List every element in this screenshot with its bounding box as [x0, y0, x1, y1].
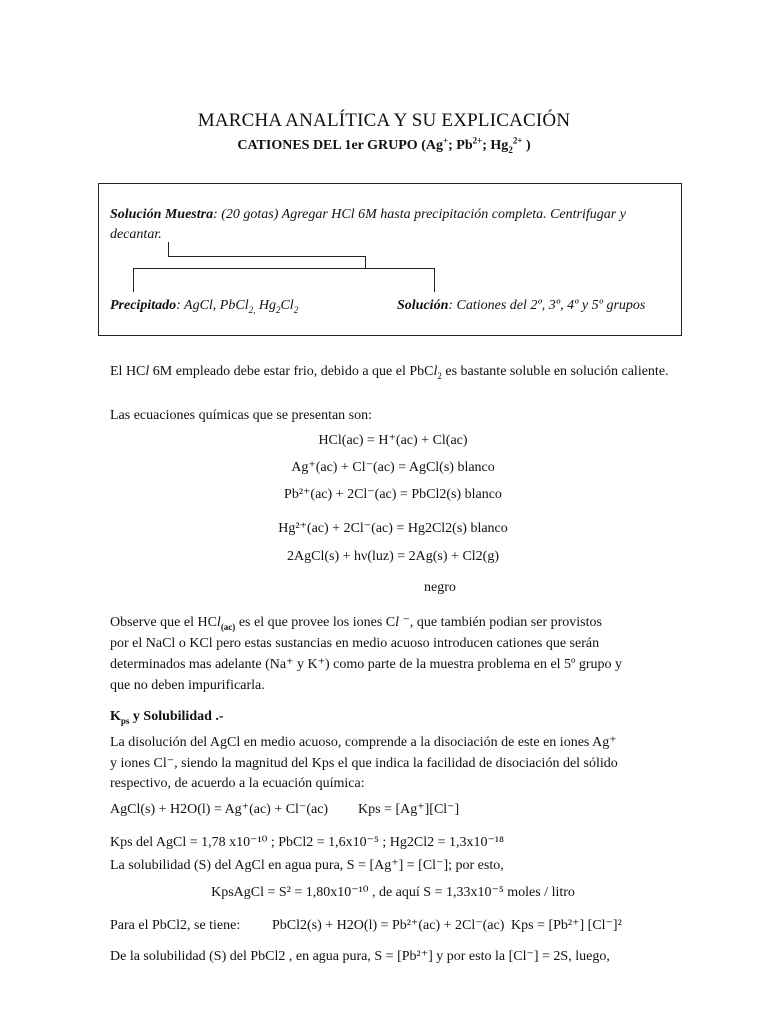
- section-heading-kps: $K_{ps}$ y Solubilidad .-: [110, 709, 224, 726]
- bracket-line: [133, 268, 435, 269]
- solubility-pbcl2: De la solubilidad (S) del PbCl2 , en agua pura, S = [Pb²⁺] y por esto la [Cl⁻] = 2S, luego,: [110, 949, 610, 964]
- page-title: MARCHA ANALÍTICA Y SU EXPLICACIÓN: [197, 110, 571, 131]
- paragraph-cold-hcl: El HCl 6M empleado debe estar frio, debido a que el PbCl$_2$ es bastante soluble en solución caliente.: [110, 364, 669, 381]
- pbcl2-intro: Para el PbCl2, se tiene:: [110, 918, 241, 933]
- page-subtitle: CATIONES DEL 1er GRUPO (Ag+; $Pb^{2+}$; $Hg_2^{2+}$ ): [237, 135, 531, 155]
- equation-light: 2AgCl(s) + hν(luz) = 2Ag(s) + Cl2(g): [287, 549, 499, 564]
- equation-pbcl2: Pb²⁺(ac) + 2Cl⁻(ac) = PbCl2(s) blanco: [284, 487, 502, 502]
- bracket-line: [168, 256, 366, 257]
- equation-agcl: Ag⁺(ac) + Cl⁻(ac) = AgCl(s) blanco: [291, 460, 495, 475]
- equation-agcl-kps: Kps = [Ag⁺][Cl⁻]: [358, 802, 460, 817]
- paragraph-dissolution-line3: respectivo, de acuerdo a la ecuación química:: [110, 776, 365, 791]
- precipitate-text: Precipitado: AgCl, PbCl$_{2,}$ $Hg_2Cl_2$: [110, 298, 299, 315]
- bracket-line: [133, 268, 134, 292]
- pbcl2-kps: Kps = [Pb²⁺] [Cl⁻]²: [511, 918, 622, 933]
- bracket-line: [168, 242, 169, 257]
- pbcl2-dissociation: PbCl2(s) + H2O(l) = Pb²⁺(ac) + 2Cl⁻(ac): [272, 918, 505, 933]
- bracket-line: [365, 256, 366, 268]
- sample-solution-text: Solución Muestra: (20 gotas) Agregar HCl 6M hasta precipitación completa. Centrifugar y decantar.: [110, 207, 626, 242]
- solubility-agcl-result: KpsAgCl = S² = 1,80x10⁻¹⁰ , de aquí S = 1,33x10⁻⁵ moles / litro: [211, 885, 575, 900]
- paragraph-observe-line3: determinados mas adelante (Na⁺ y K⁺) como parte de la muestra problema en el 5º grupo y: [110, 657, 623, 672]
- paragraph-observe-line2: por el NaCl o KCl pero estas sustancias en medio acuoso introducen cationes que serán: [110, 636, 600, 651]
- paragraph-equations-intro: Las ecuaciones químicas que se presentan son:: [110, 408, 373, 423]
- equation-hcl: HCl(ac) = H⁺(ac) + Cl(ac): [318, 433, 468, 448]
- paragraph-dissolution-line1: La disolución del AgCl en medio acuoso, comprende a la disociación de este en iones Ag⁺: [110, 735, 617, 750]
- paragraph-dissolution-line2: y iones Cl⁻, siendo la magnitud del Kps el que indica la facilidad de disociación del sólido: [110, 756, 618, 771]
- sample-solution-label: Solución Muestra: [110, 207, 214, 222]
- solution-label: Solución: [397, 298, 449, 313]
- solubility-agcl-intro: La solubilidad (S) del AgCl en agua pura, S = [Ag⁺] = [Cl⁻]; por esto,: [110, 858, 504, 873]
- paragraph-observe-line4: que no deben impurificarla.: [110, 678, 265, 693]
- solution-text: Solución: Cationes del 2º, 3º, 4º y 5º grupos: [397, 298, 646, 313]
- equation-negro-label: negro: [424, 580, 456, 595]
- equation-agcl-dissociation: AgCl(s) + H2O(l) = Ag⁺(ac) + Cl⁻(ac): [110, 802, 329, 817]
- bracket-line: [434, 268, 435, 292]
- precipitate-label: Precipitado: [110, 298, 177, 313]
- paragraph-observe-line1: Observe que el HCl$_{(ac)}$ es el que provee los iones Cl ⁻, que también podian ser provistos: [110, 615, 602, 632]
- kps-values: Kps del AgCl = 1,78 x10⁻¹⁰ ; PbCl2 = 1,6x10⁻⁵ ; Hg2Cl2 = 1,3x10⁻¹⁸: [110, 835, 504, 850]
- equation-hg2cl2: Hg²⁺(ac) + 2Cl⁻(ac) = Hg2Cl2(s) blanco: [278, 521, 508, 536]
